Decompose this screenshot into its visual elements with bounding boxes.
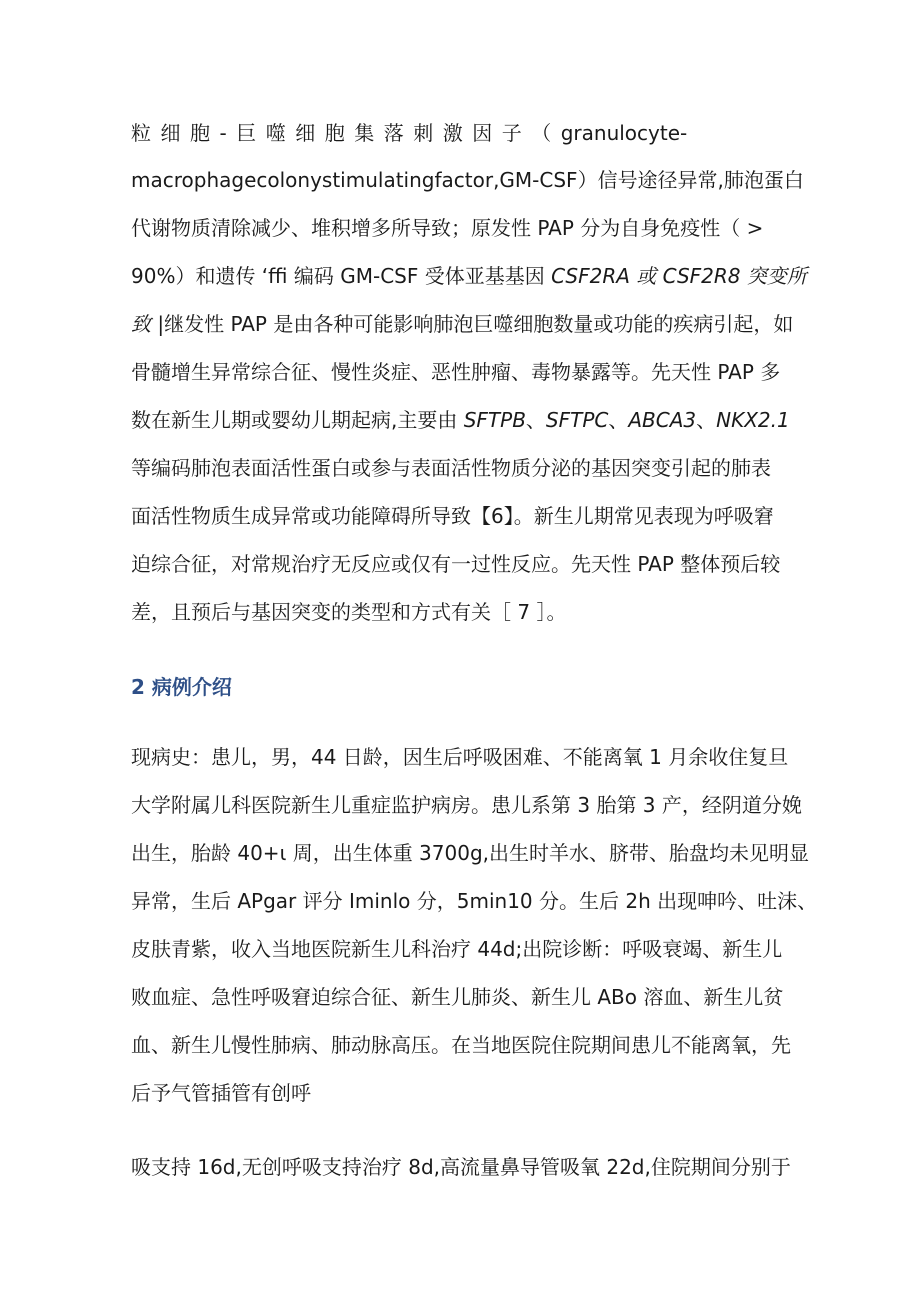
- text-run: 出生，胎龄 40+ι 周，出生体重 3700g,出生时羊水、脐带、胎盘均未见明显: [131, 841, 809, 865]
- text-run: 大学附属儿科医院新生儿重症监护病房。患儿系第 3 胎第 3 产，经阴道分娩: [131, 793, 802, 817]
- gene-names-italic: CSF2RA 或 CSF2R8 突变所: [551, 264, 807, 288]
- text-line: [131, 406, 790, 434]
- text-line: [131, 1079, 311, 1107]
- text-run: 败血症、急性呼吸窘迫综合征、新生儿肺炎、新生儿 ABo 溶血、新生儿贫: [131, 985, 784, 1009]
- text-run: 、: [696, 408, 717, 432]
- gene-name-italic: ABCA3: [628, 408, 697, 432]
- text-run: 皮肤青紫，收入当地医院新生儿科治疗 44d;出院诊断：呼吸衰竭、新生儿: [131, 937, 783, 961]
- text-run: 面活性物质生成异常或功能障碍所导致【6】。新生儿期常见表现为呼吸窘: [131, 504, 774, 528]
- text-line: [131, 791, 802, 819]
- text-run: 、: [525, 408, 546, 432]
- text-run: 现病史：患儿，男，44 日龄，因生后呼吸困难、不能离氧 1 月余收住复旦: [131, 745, 789, 769]
- text-run: 代谢物质清除减少、堆积增多所导致；原发性 PAP 分为自身免疫性（ >: [131, 216, 764, 240]
- text-line: [131, 1153, 791, 1181]
- text-run: 继发性 PAP 是由各种可能影响肺泡巨噬细胞数量或功能的疾病引起，如: [164, 312, 794, 336]
- text-run: 等编码肺泡表面活性蛋白或参与表面活性物质分泌的基因突变引起的肺表: [131, 456, 771, 480]
- text-run: 后予气管插管有创呼: [131, 1081, 311, 1105]
- text-run: 致 |: [131, 312, 165, 336]
- text-run: macrophagecolonystimulatingfactor,GM-CSF）信号途径异常,肺泡蛋白: [131, 168, 804, 192]
- text-run: 血、新生儿慢性肺病、肺动脉高压。在当地医院住院期间患儿不能离氧，先: [131, 1033, 791, 1057]
- text-line: [131, 310, 793, 338]
- text-run: 骨髓增生异常综合征、慢性炎症、恶性肿瘤、毒物暴露等。先天性 PAP 多: [131, 360, 781, 384]
- gene-name-italic: SFTPB: [463, 408, 526, 432]
- text-line: [131, 454, 771, 482]
- text-line: [131, 1031, 791, 1059]
- text-run: granulocyte-: [560, 121, 688, 145]
- text-line: [131, 166, 804, 194]
- text-line: [131, 839, 809, 867]
- text-line: [131, 119, 687, 147]
- text-line: [131, 983, 783, 1011]
- text-line: [131, 502, 774, 530]
- text-run: 90%）和遗传 ‘ffi 编码 GM-CSF 受体亚基基因: [131, 264, 552, 288]
- text-line: [131, 743, 788, 771]
- gene-name-italic: NKX2.1: [716, 408, 790, 432]
- text-line: [131, 262, 807, 290]
- section-heading: 2 病例介绍: [131, 675, 232, 699]
- text-run: 粒细胞-巨噬细胞集落刺激因子（: [131, 121, 561, 145]
- text-line: [131, 550, 780, 578]
- gene-name-italic: SFTPC: [545, 408, 609, 432]
- text-run: 数在新生儿期或婴幼儿期起病,主要由: [131, 408, 464, 432]
- text-run: 差，且预后与基因突变的类型和方式有关［ 7 ］。: [131, 600, 567, 624]
- text-run: 迫综合征，对常规治疗无反应或仅有一过性反应。先天性 PAP 整体预后较: [131, 552, 781, 576]
- text-run: 、: [608, 408, 629, 432]
- text-run: 吸支持 16d,无创呼吸支持治疗 8d,高流量鼻导管吸氧 22d,住院期间分别于: [131, 1155, 791, 1179]
- text-line: [131, 358, 780, 386]
- text-run: 异常，生后 APgar 评分 Iminlo 分，5min10 分。生后 2h 出现呻吟、吐沫、: [131, 889, 818, 913]
- text-line: [131, 598, 566, 626]
- text-line: [131, 935, 782, 963]
- text-line: [131, 214, 763, 242]
- text-line: [131, 887, 817, 915]
